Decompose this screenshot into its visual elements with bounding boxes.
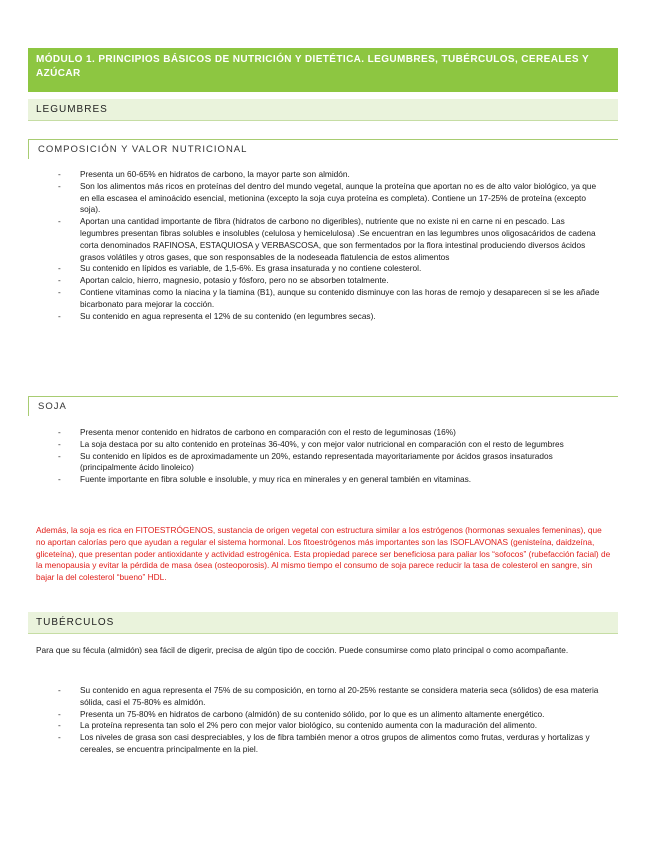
list-item: - La proteína representa tan solo el 2% pero con mejor valor biológico, su contenido aumenta con la maduración del alimento. — [28, 720, 618, 732]
list-item: - La soja destaca por su alto contenido en proteínas 36-40%, y con mejor valor nutricional en comparación con el resto de legumbres — [28, 439, 618, 451]
legumbres-list — [28, 169, 618, 322]
list-item: - Su contenido en agua representa el 12% de su contenido (en legumbres secas). — [28, 311, 618, 323]
subheading-composicion: COMPOSICIÓN Y VALOR NUTRICIONAL — [28, 139, 618, 159]
list-item: - Aportan una cantidad importante de fibra (hidratos de carbono no digeribles), nutriente que no existe ni en carne ni en pescado. Las legumbres presentan fibras solubles e insolubles (celulosa y hemicelulosa) .Se encuentran en las legumbres unos oligosacáridos de cadena corta denominados RAFINOSA, ESTAQUIOSA y VERBASCOSA, que son fermentados por la flora intestinal produciendo diversos ácidos grasos volátiles y otros gases, que son responsables de la nodeseada flatulencia de estos alimentos — [28, 216, 618, 263]
tuberculos-list — [28, 685, 618, 756]
list-item: - Son los alimentos más ricos en proteínas del dentro del mundo vegetal, aunque la proteína que aportan no es de alto valor biológico, ya que en ella escasea el aminoácido esencial, metionina (excepto la soja cuya proteína es completa). Contiene un 17-25% de proteína (excepto soja). — [28, 181, 618, 216]
list-item: - Presenta menor contenido en hidratos de carbono en comparación con el resto de leguminosas (16%) — [28, 427, 618, 439]
section-heading-legumbres: LEGUMBRES — [28, 99, 618, 121]
list-item: - Aportan calcio, hierro, magnesio, potasio y fósforo, pero no se absorben totalmente. — [28, 275, 618, 287]
list-item: - Presenta un 75-80% en hidratos de carbono (almidón) de su contenido sólido, por lo que es un alimento altamente energético. — [28, 709, 618, 721]
list-item: - Su contenido en lípidos es variable, de 1,5-6%. Es grasa insaturada y no contiene colesterol. — [28, 263, 618, 275]
tuberculos-intro: Para que su fécula (almidón) sea fácil de digerir, precisa de algún tipo de cocción. Puede consumirse como plato principal o como acompañante. — [36, 645, 569, 655]
soja-phytoestrogen-note: Además, la soja es rica en FITOESTRÓGENOS, sustancia de origen vegetal con estructura similar a los estrógenos (hormonas sexuales femeninas), que no aportan calorías pero que ayudan a regular el sistema hormonal. Los fitoestrógenos más importantes son las ISOFLAVONAS (genisteína, daidzeína, gliceteína), que presentan poder antioxidante y actividad estrogénica. Esta propiedad parece ser beneficiosa para paliar los “sofocos” (rubefacción facial) de la menopausia y evitar la pérdida de masa ósea (osteoporosis). Al mismo tiempo el consumo de soja parece reducir la tasa de colesterol en sangre, sin bajar la del colesterol “bueno” HDL. — [36, 525, 611, 583]
section-heading-tuberculos: TUBÉRCULOS — [28, 612, 618, 634]
list-item: - Su contenido en lípidos es de aproximadamente un 20%, estando representada mayoritariamente por ácidos grasos insaturados (principalmente ácido linoleico) — [28, 451, 618, 475]
module-title: MÓDULO 1. PRINCIPIOS BÁSICOS DE NUTRICIÓN Y DIETÉTICA. LEGUMBRES, TUBÉRCULOS, CEREALES Y AZÚCAR — [28, 48, 618, 92]
soja-list — [28, 427, 618, 486]
section-heading-soja: SOJA — [28, 396, 618, 416]
list-item: - Presenta un 60-65% en hidratos de carbono, la mayor parte son almidón. — [28, 169, 618, 181]
list-item: - Su contenido en agua representa el 75% de su composición, en torno al 20-25% restante se considera materia seca (sólidos) de esa materia sólida, casi el 75-80% es almidón. — [28, 685, 618, 709]
list-item: - Contiene vitaminas como la niacina y la tiamina (B1), aunque su contenido disminuye con las horas de remojo y desaparecen si se les añade bicarbonato para mejorar la cocción. — [28, 287, 618, 311]
list-item: - Los niveles de grasa son casi despreciables, y los de fibra también menor a otros grupos de alimentos como frutas, verduras y hortalizas y cereales, se encuentra principalmente en la piel. — [28, 732, 618, 756]
list-item: - Fuente importante en fibra soluble e insoluble, y muy rica en minerales y en general también en vitaminas. — [28, 474, 618, 486]
